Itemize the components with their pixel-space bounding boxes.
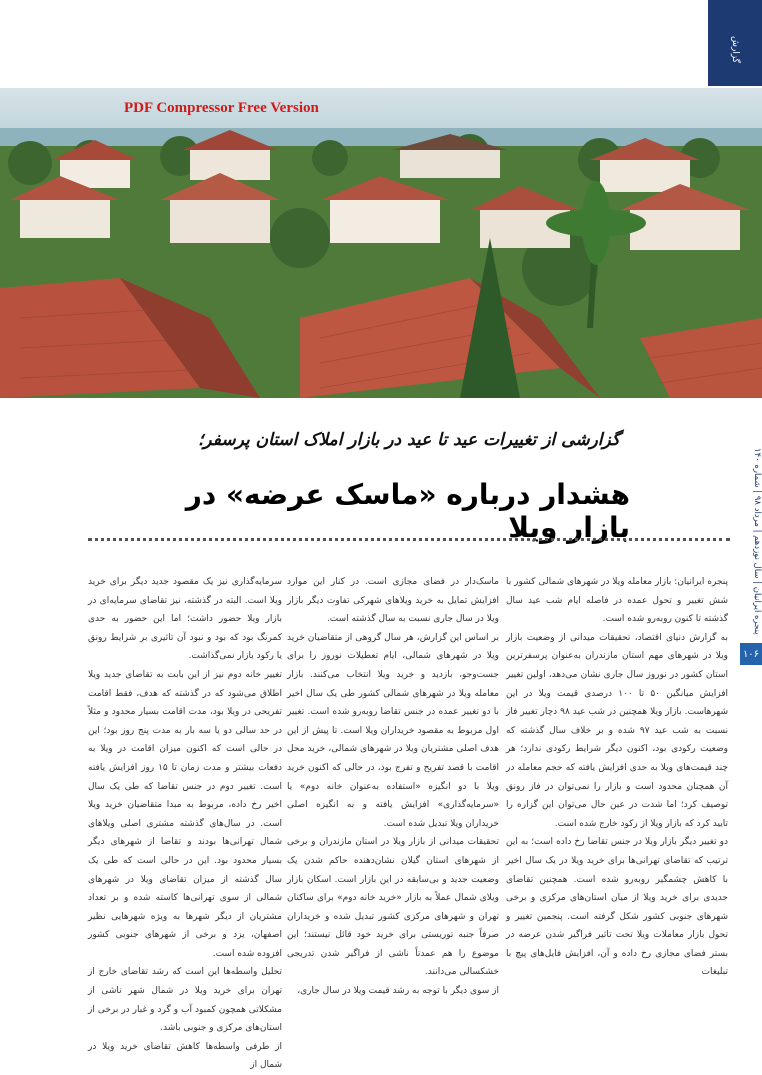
paragraph: دو تغییر دیگر بازار ویلا در جنس تقاضا رخ داده است؛ به این ترتیب که تقاضای تهرانی‌ها برای خرید ویلا در یک سال اخیر با کاهش چشمگیر روبه‌رو شده است. همچنین تقاضای جدیدی برای خرید ویلا از میان استان‌های مرکزی و برخی شهرهای جنوبی کشور شکل گرفته است. پنجمین تغییر و تحول بازار معاملات ویلا تحت تاثیر فراگیر شدن عرضه در بستر فضای مجازی رخ داده و آن، افزایش فایل‌های پیچ با تبلیغات <box>506 837 728 978</box>
paragraph: تحلیل واسطه‌ها این است که رشد تقاضای خارج از تهران برای خرید ویلا در شمال شهر ناشی از مشکلاتی همچون کمبود آب و گرد و غبار در برخی از استان‌های مرکزی و جنوبی باشد. <box>88 967 282 1034</box>
villa-rooftops-image <box>0 88 762 398</box>
page-number: ۱۰۶ <box>740 643 762 665</box>
paragraph: بر اساس این گزارش، هر سال گروهی از متقاضیان خرید ویلا در شهرهای شمالی، ایام تعطیلات نوروز را برای جست‌وجو، بازدید و خرید ویلا انتخاب می‌کنند. بازار معامله ویلا در شهرهای شمالی کشور طی یک سال اخیر با دو تغییر عمده در جنس تقاضا روبه‌رو شده است. تغییر اول مربوط به مقصود خریداران ویلا است. تا پیش از این هدف اصلی مشتریان ویلا در شهرهای شمالی، خرید محل اقامت با قصد تفریح و تفرج بود، در حالی که اکنون خرید ویلا با دو انگیزه «استفاده به‌عنوان خانه دوم» یا «سرمایه‌گذاری» افزایش یافته و به انگیزه اصلی خریداران ویلا تبدیل شده است. <box>287 632 499 829</box>
magazine-meta: پنجره ایرانیان | سال نوزدهم | مرداد ۹۸ | شماره ۱۴۰ <box>752 448 762 635</box>
dotted-divider <box>88 538 730 541</box>
section-tab-label: گزارش <box>730 36 740 64</box>
paragraph: از طرفی واسطه‌ها کاهش تقاضای خرید ویلا در شمال از <box>88 1041 282 1071</box>
text-column-1 <box>506 573 728 982</box>
pdf-watermark: PDF Compressor Free Version <box>124 100 319 116</box>
article-kicker: گزارشی از تغییرات عید تا عید در بازار املاک استان پرسفر؛ <box>197 430 620 450</box>
paragraph: تغییر خانه دوم نیز از این بابت به تقاضای جدید ویلا اطلاق می‌شود که در گذشته که هدف، فقط اقامت تفریحی در ویلا بود، مدت اقامت بسیار محدود و مثلاً در حد سالی دو یا سه بار به مدت پنج روز بود؛ این در حالی است که اکنون میزان اقامت در ویلا به دفعات بیشتر و مدت زمان تا ۱۵ روز افزایش یافته است. تغییر دوم در جنس تقاضا که طی یک سال اخیر رخ داده، مربوط به مبدا متقاضیان خرید ویلا است. در سال‌های گذشته مشتری اصلی ویلاهای شمال تهرانی‌ها بودند و تقاضا از شهرهای دیگر بسیار محدود بود. این در حالی است که طی یک سال گذشته از میزان تقاضای ویلا در شهرهای شمالی از سوی تهرانی‌ها کاسته شده و بر تعداد مشتریان از دیگر شهرها به ویژه شهرهایی نظیر اصفهان، یزد و برخی از شهرهای جنوبی کشور افزوده شده است. <box>88 669 283 959</box>
paragraph: به گزارش دنیای اقتصاد، تحقیقات میدانی از وضعیت بازار ویلا در شهرهای مهم استان مازندران به‌عنوان پرسفرترین استان کشور در نوروز سال جاری نشان می‌دهد، اولین تغییر افزایش میانگین ۵۰ تا ۱۰۰ درصدی قیمت ویلا در این شهرهاست. بازار ویلا همچنین در شب عید ۹۸ دچار تغییر فاز نسبت به شب عید ۹۷ شده و بر خلاف سال گذشته که وضعیت رکودی بود، اکنون دیگر شرایط رکودی ندارد؛ هر چند قیمت‌های ویلا به حدی افزایش یافته که حجم معامله در آن همچنان محدود است و بازار را نمی‌توان در فاز رونق توصیف کرد؛ اما شدت در عین حال می‌توان این گزاره را تایید کرد که بازار ویلا از رکود خارج شده است. <box>506 632 729 829</box>
paragraph: پنجره ایرانیان: بازار معامله ویلا در شهرهای شمالی کشور با شش تغییر و تحول عمده در فاصله ایام شب عید سال گذشته تا کنون روبه‌رو شده است. <box>506 577 728 625</box>
paragraph: سرمایه‌گذاری نیز یک مقصود جدید دیگر برای خرید ویلا است. البته در گذشته، نیز تقاضای سرمایه‌ای در بازار ویلا حضور داشت؛ اما این حضور به حدی کمرنگ بود که بود و نبود آن تاثیری بر شرایط رونق یا رکود بازار نمی‌گذاشت. <box>88 577 282 662</box>
paragraph: تحقیقات میدانی از بازار ویلا در استان مازندران و برخی از شهرهای استان گیلان نشان‌دهنده حاکم شدن یک وضعیت جدید و بی‌سابقه در این بازار است. اسکان بازار ویلای شمال عملاً به بازار «خرید خانه دوم» برای ساکنان تهران و شهرهای مرکزی کشور تبدیل شده و خریداران صرفاً جنبه توریستی برای خرید خود قائل نیستند؛ این موضوع را هم عمدتاً ناشی از فراگیر شدن تدریجی خشکسالی می‌دانند. <box>287 837 499 978</box>
text-column-3 <box>88 573 282 1075</box>
villa-photo <box>0 88 762 398</box>
text-column-2 <box>287 573 499 1001</box>
article-headline: هشدار درباره «ماسک عرضه» در بازار ویلا <box>185 478 630 544</box>
paragraph: از سوی دیگر با توجه به رشد قیمت ویلا در سال جاری، <box>297 986 499 997</box>
paragraph: ماسک‌دار در فضای مجازی است. در کنار این موارد افزایش تمایل به خرید ویلاهای شهرکی تفاوت دیگر بازار ویلا در سال جاری نسبت به سال گذشته است. <box>287 577 499 625</box>
